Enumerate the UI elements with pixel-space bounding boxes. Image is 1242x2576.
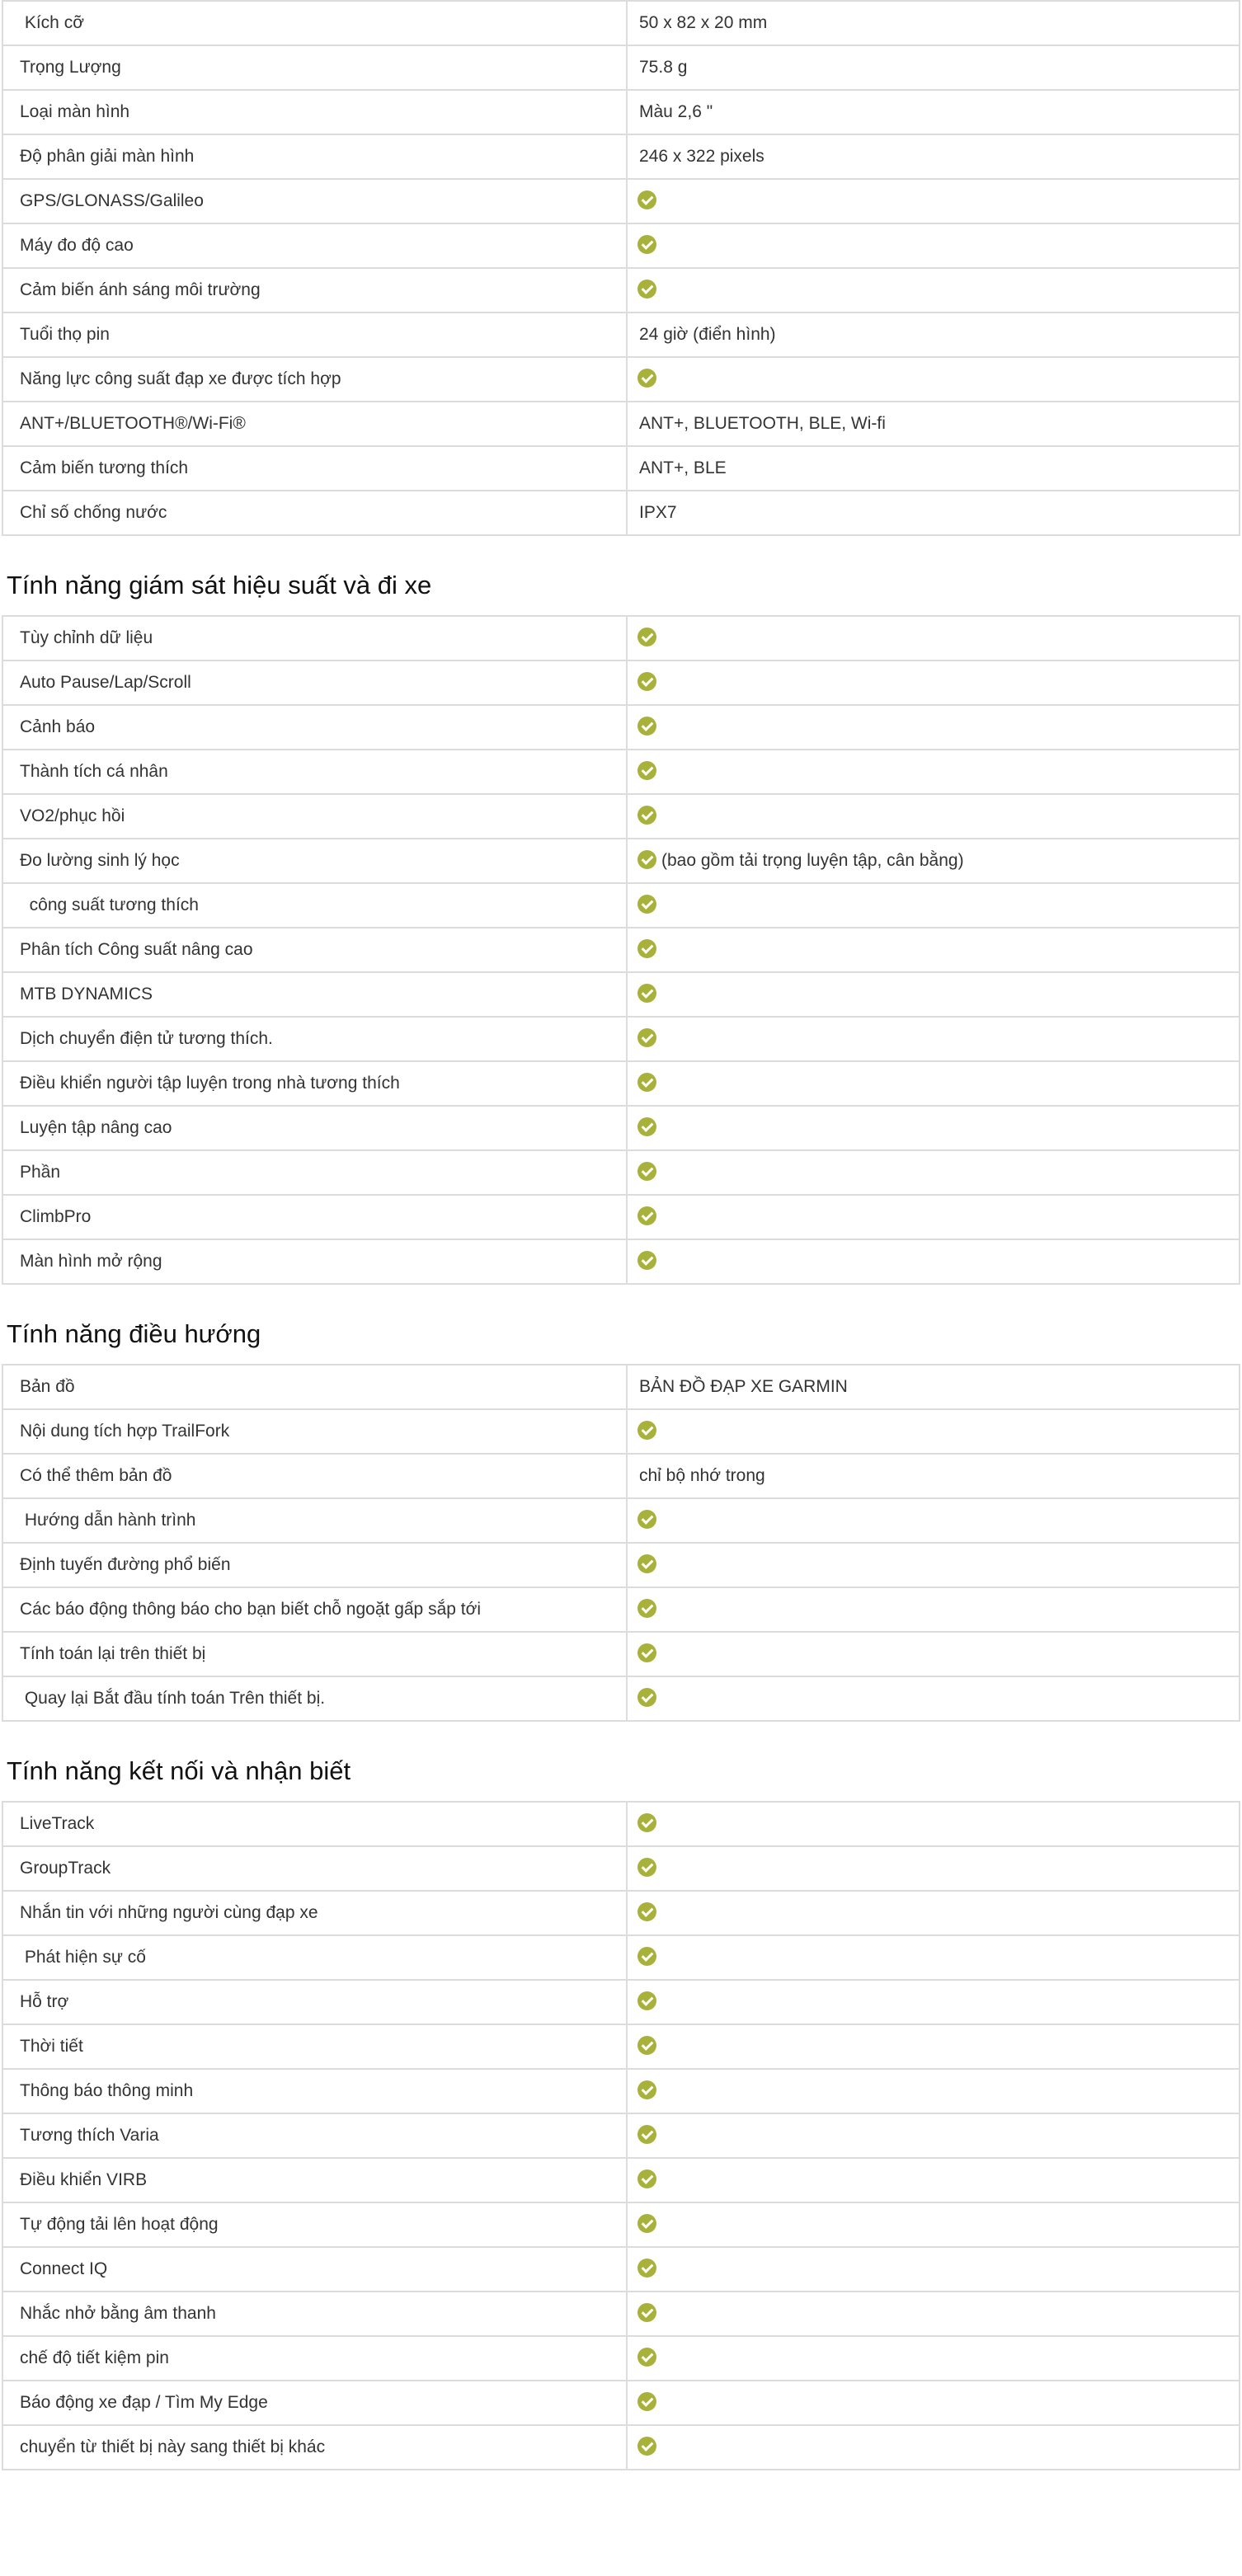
table-row — [2, 839, 1240, 883]
spec-label: Có thể thêm bản đồ — [2, 1454, 627, 1498]
check-circle-icon — [637, 2080, 656, 2099]
spec-value — [627, 2024, 1240, 2069]
check-circle-icon — [637, 628, 656, 646]
spec-value — [627, 2113, 1240, 2158]
spec-value-text: Màu 2,6 " — [639, 102, 713, 121]
spec-label: Hướng dẫn hành trình — [2, 1498, 627, 1543]
table-row — [2, 972, 1240, 1017]
check-circle-icon — [637, 850, 656, 869]
table-row — [2, 1239, 1240, 1284]
check-circle-icon — [637, 1554, 656, 1573]
spec-value — [627, 1017, 1240, 1061]
spec-label: ClimbPro — [2, 1195, 627, 1239]
table-row — [2, 1454, 1240, 1498]
table-row — [2, 45, 1240, 90]
spec-value-text: IPX7 — [639, 503, 677, 522]
spec-value — [627, 491, 1240, 535]
spec-label: Cảnh báo — [2, 705, 627, 750]
spec-label: Nhắn tin với những người cùng đạp xe — [2, 1891, 627, 1935]
table-row — [2, 2425, 1240, 2470]
spec-value — [627, 1891, 1240, 1935]
spec-value — [627, 750, 1240, 794]
spec-value — [627, 357, 1240, 402]
spec-value — [627, 45, 1240, 90]
spec-table — [2, 0, 1240, 536]
check-circle-icon — [637, 1858, 656, 1877]
check-circle-icon — [637, 2259, 656, 2278]
check-circle-icon — [637, 717, 656, 736]
table-row — [2, 491, 1240, 535]
table-row — [2, 1106, 1240, 1150]
table-row — [2, 268, 1240, 313]
check-circle-icon — [637, 2348, 656, 2367]
table-row — [2, 1409, 1240, 1454]
spec-value — [627, 839, 1240, 883]
spec-label: Năng lực công suất đạp xe được tích hợp — [2, 357, 627, 402]
check-circle-icon — [637, 939, 656, 958]
table-row — [2, 660, 1240, 705]
check-circle-icon — [637, 1251, 656, 1270]
table-row — [2, 1498, 1240, 1543]
spec-label: Bản đồ — [2, 1365, 627, 1409]
spec-value — [627, 1239, 1240, 1284]
check-circle-icon — [637, 1902, 656, 1921]
spec-table — [2, 1801, 1240, 2470]
spec-label: Luyện tập nâng cao — [2, 1106, 627, 1150]
spec-value — [627, 2425, 1240, 2470]
spec-value — [627, 1409, 1240, 1454]
table-row — [2, 313, 1240, 357]
spec-value — [627, 223, 1240, 268]
spec-value — [627, 268, 1240, 313]
table-row — [2, 705, 1240, 750]
spec-label: GroupTrack — [2, 1846, 627, 1891]
check-circle-icon — [637, 1947, 656, 1966]
table-row — [2, 2158, 1240, 2202]
check-circle-icon — [637, 1643, 656, 1662]
spec-value — [627, 402, 1240, 446]
spec-value-text: BẢN ĐỒ ĐẠP XE GARMIN — [639, 1377, 848, 1396]
table-row — [2, 2292, 1240, 2336]
spec-label: công suất tương thích — [2, 883, 627, 928]
check-circle-icon — [637, 2392, 656, 2411]
spec-value-text: 75.8 g — [639, 58, 688, 77]
check-circle-icon — [637, 1421, 656, 1440]
table-row — [2, 134, 1240, 179]
table-row — [2, 1061, 1240, 1106]
spec-value — [627, 446, 1240, 491]
spec-label: Thông báo thông minh — [2, 2069, 627, 2113]
table-row — [2, 1587, 1240, 1632]
table-row — [2, 2069, 1240, 2113]
spec-value — [627, 1061, 1240, 1106]
check-circle-icon — [637, 2303, 656, 2322]
spec-value-text: ANT+, BLE — [639, 458, 727, 477]
spec-label: Trọng Lượng — [2, 45, 627, 90]
table-row — [2, 1846, 1240, 1891]
spec-label: Tự động tải lên hoạt động — [2, 2202, 627, 2247]
spec-value — [627, 972, 1240, 1017]
spec-label: Thời tiết — [2, 2024, 627, 2069]
check-circle-icon — [637, 1073, 656, 1092]
spec-value — [627, 1632, 1240, 1676]
spec-label: Tùy chỉnh dữ liệu — [2, 616, 627, 660]
table-row — [2, 928, 1240, 972]
spec-label: GPS/GLONASS/Galileo — [2, 179, 627, 223]
spec-label: Chỉ số chống nước — [2, 491, 627, 535]
table-row — [2, 883, 1240, 928]
spec-value — [627, 794, 1240, 839]
spec-label: Tương thích Varia — [2, 2113, 627, 2158]
spec-value-note: (bao gồm tải trọng luyện tập, cân bằng) — [661, 851, 964, 871]
check-circle-icon — [637, 1813, 656, 1832]
check-circle-icon — [637, 1028, 656, 1047]
spec-label: Báo động xe đạp / Tìm My Edge — [2, 2381, 627, 2425]
spec-value-text: 246 x 322 pixels — [639, 147, 764, 166]
check-circle-icon — [637, 1162, 656, 1181]
spec-label: Tuổi thọ pin — [2, 313, 627, 357]
spec-table — [2, 1364, 1240, 1722]
spec-value — [627, 1454, 1240, 1498]
spec-label: Đo lường sinh lý học — [2, 839, 627, 883]
table-row — [2, 402, 1240, 446]
spec-value — [627, 705, 1240, 750]
spec-value — [627, 2292, 1240, 2336]
table-row — [2, 794, 1240, 839]
table-row — [2, 1935, 1240, 1980]
spec-label: Phát hiện sự cố — [2, 1935, 627, 1980]
spec-value — [627, 1543, 1240, 1587]
spec-value — [627, 2336, 1240, 2381]
spec-value — [627, 1676, 1240, 1721]
spec-value — [627, 2158, 1240, 2202]
spec-label: Nhắc nhở bằng âm thanh — [2, 2292, 627, 2336]
spec-value — [627, 1195, 1240, 1239]
spec-value-text: ANT+, BLUETOOTH, BLE, Wi-fi — [639, 414, 886, 433]
spec-label: MTB DYNAMICS — [2, 972, 627, 1017]
table-row — [2, 1195, 1240, 1239]
section-title: Tính năng giám sát hiệu suất và đi xe — [7, 571, 432, 599]
spec-label: Máy đo độ cao — [2, 223, 627, 268]
spec-label: Điều khiển VIRB — [2, 2158, 627, 2202]
spec-value — [627, 179, 1240, 223]
table-row — [2, 357, 1240, 402]
check-circle-icon — [637, 1510, 656, 1529]
table-row — [2, 1802, 1240, 1846]
spec-value-text: 50 x 82 x 20 mm — [639, 13, 768, 32]
table-row — [2, 1632, 1240, 1676]
check-circle-icon — [637, 761, 656, 780]
spec-value-text: 24 giờ (điển hình) — [639, 325, 776, 344]
spec-value — [627, 2381, 1240, 2425]
spec-label: Hỗ trợ — [2, 1980, 627, 2024]
table-row — [2, 1891, 1240, 1935]
spec-value — [627, 1498, 1240, 1543]
table-row — [2, 2381, 1240, 2425]
table-row — [2, 1980, 1240, 2024]
table-row — [2, 2202, 1240, 2247]
spec-value — [627, 883, 1240, 928]
table-row — [2, 1676, 1240, 1721]
spec-value — [627, 2202, 1240, 2247]
table-row — [2, 1150, 1240, 1195]
check-circle-icon — [637, 1991, 656, 2010]
spec-label: Phân tích Công suất nâng cao — [2, 928, 627, 972]
table-row — [2, 179, 1240, 223]
table-row — [2, 1543, 1240, 1587]
table-row — [2, 446, 1240, 491]
spec-value — [627, 1980, 1240, 2024]
table-row — [2, 616, 1240, 660]
check-circle-icon — [637, 2125, 656, 2144]
spec-label: Quay lại Bắt đầu tính toán Trên thiết bị. — [2, 1676, 627, 1721]
spec-label: Định tuyến đường phổ biến — [2, 1543, 627, 1587]
spec-label: ANT+/BLUETOOTH®/Wi-Fi® — [2, 402, 627, 446]
spec-label: Thành tích cá nhân — [2, 750, 627, 794]
table-row — [2, 1365, 1240, 1409]
check-circle-icon — [637, 1688, 656, 1707]
table-row — [2, 750, 1240, 794]
spec-value — [627, 1106, 1240, 1150]
spec-table — [2, 615, 1240, 1285]
spec-value — [627, 1846, 1240, 1891]
spec-label: LiveTrack — [2, 1802, 627, 1846]
check-circle-icon — [637, 1206, 656, 1225]
spec-label: Auto Pause/Lap/Scroll — [2, 660, 627, 705]
check-circle-icon — [637, 2169, 656, 2188]
spec-label: chuyển từ thiết bị này sang thiết bị khác — [2, 2425, 627, 2470]
check-circle-icon — [637, 2214, 656, 2233]
spec-label: chế độ tiết kiệm pin — [2, 2336, 627, 2381]
table-row — [2, 90, 1240, 134]
check-circle-icon — [637, 235, 656, 254]
spec-value — [627, 660, 1240, 705]
spec-value — [627, 1150, 1240, 1195]
spec-label: Độ phân giải màn hình — [2, 134, 627, 179]
table-row — [2, 1017, 1240, 1061]
spec-label: Connect IQ — [2, 2247, 627, 2292]
check-circle-icon — [637, 2036, 656, 2055]
spec-value — [627, 313, 1240, 357]
spec-label: Tính toán lại trên thiết bị — [2, 1632, 627, 1676]
spec-value — [627, 1935, 1240, 1980]
spec-value — [627, 134, 1240, 179]
spec-label: Kích cỡ — [2, 1, 627, 45]
check-circle-icon — [637, 369, 656, 388]
spec-value — [627, 1587, 1240, 1632]
spec-value — [627, 616, 1240, 660]
spec-label: Loại màn hình — [2, 90, 627, 134]
spec-value — [627, 90, 1240, 134]
spec-value — [627, 1802, 1240, 1846]
spec-label: Phần — [2, 1150, 627, 1195]
spec-label: Điều khiển người tập luyện trong nhà tương thích — [2, 1061, 627, 1106]
check-circle-icon — [637, 280, 656, 298]
spec-value — [627, 928, 1240, 972]
check-circle-icon — [637, 1117, 656, 1136]
table-row — [2, 223, 1240, 268]
spec-label: Nội dung tích hợp TrailFork — [2, 1409, 627, 1454]
table-row — [2, 2113, 1240, 2158]
spec-value — [627, 1, 1240, 45]
check-circle-icon — [637, 984, 656, 1003]
check-circle-icon — [637, 895, 656, 914]
table-row — [2, 1, 1240, 45]
spec-value-text: chỉ bộ nhớ trong — [639, 1466, 765, 1485]
spec-label: Màn hình mở rộng — [2, 1239, 627, 1284]
check-circle-icon — [637, 1599, 656, 1618]
check-circle-icon — [637, 672, 656, 691]
check-circle-icon — [637, 190, 656, 209]
spec-label: Dịch chuyển điện tử tương thích. — [2, 1017, 627, 1061]
spec-label: Cảm biến tương thích — [2, 446, 627, 491]
section-title: Tính năng điều hướng — [7, 1319, 261, 1348]
spec-value — [627, 2069, 1240, 2113]
table-row — [2, 2247, 1240, 2292]
check-circle-icon — [637, 2437, 656, 2456]
spec-value — [627, 1365, 1240, 1409]
spec-label: VO2/phục hồi — [2, 794, 627, 839]
check-circle-icon — [637, 806, 656, 825]
table-row — [2, 2024, 1240, 2069]
table-row — [2, 2336, 1240, 2381]
spec-label: Các báo động thông báo cho bạn biết chỗ ngoặt gấp sắp tới — [2, 1587, 627, 1632]
spec-value — [627, 2247, 1240, 2292]
section-title: Tính năng kết nối và nhận biết — [7, 1756, 351, 1785]
spec-label: Cảm biến ánh sáng môi trường — [2, 268, 627, 313]
